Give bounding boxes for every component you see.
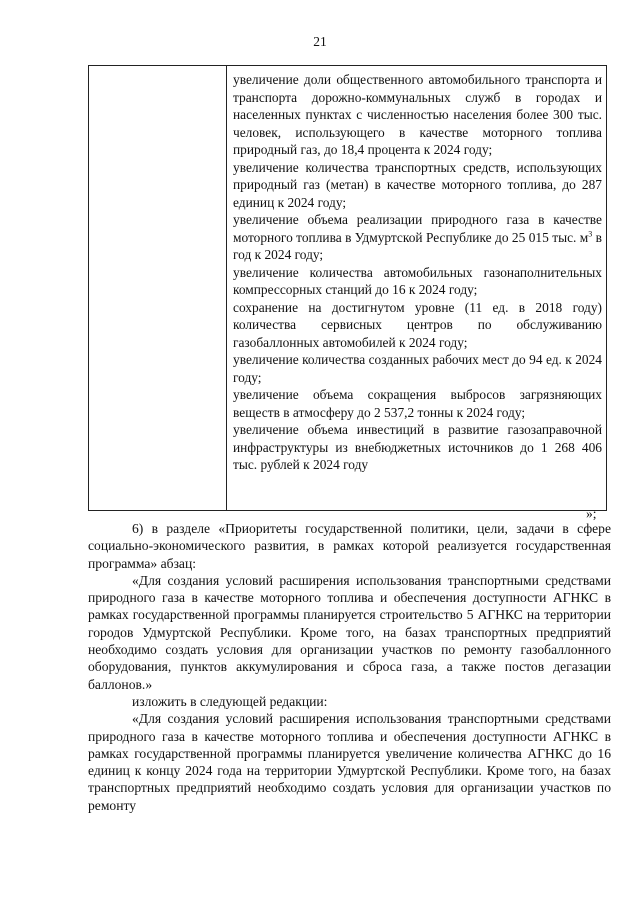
target-item: увеличение объема инвестиций в развитие газозаправочной инфраструктуры из внебюджетных источников до 1 268 406 тыс. рублей к 2024 году bbox=[233, 422, 602, 472]
table-targets-cell bbox=[233, 71, 602, 474]
amendment-text bbox=[88, 520, 611, 814]
target-item: увеличение количества автомобильных газонаполнительных компрессорных станций до 16 к 2024 году; bbox=[233, 264, 602, 297]
target-item: сохранение на достигнутом уровне (11 ед. в 2018 году) количества сервисных центров по обслуживанию газобаллонных автомобилей к 2024 году; bbox=[233, 299, 602, 350]
closing-quote-mark: »; bbox=[586, 506, 597, 521]
superscript: 3 bbox=[588, 229, 593, 239]
target-item: увеличение доли общественного автомобильного транспорта и транспорта дорожно-коммунальных служб в городах и населенных пунктах с численностью населения более 300 тыс. человек, использующего в качестве моторного топлива природный газ, до 18,4 процента к 2024 году; bbox=[233, 72, 602, 157]
target-item: увеличение объема сокращения выбросов загрязняющих веществ в атмосферу до 2 537,2 тонны к 2024 году; bbox=[233, 387, 602, 420]
target-item: увеличение количества транспортных средств, использующих природный газ (метан) в качестве моторного топлива, до 287 единиц к 2024 году; bbox=[233, 159, 602, 210]
paragraph: 6) в разделе «Приоритеты государственной политики, цели, задачи в сфере социально-экономического развития, в рамках которой реализуется государственная программа» абзац: bbox=[88, 521, 611, 571]
program-targets-table bbox=[88, 65, 607, 511]
paragraph: «Для создания условий расширения использования транспортными средствами природного газа в качестве моторного топлива и обеспечения доступности АГНКС в рамках государственной программы планируется строительство 5 АГНКС на территории городов Удмуртской Республики. Кроме того, на базах транспортных предприятий необходимо создать условия для организации участков по ремонту газобаллонного оборудования, пунктов аккумулирования и сброса газа, а также постов дегазации баллонов.» bbox=[88, 572, 611, 692]
page-number: 21 bbox=[313, 34, 327, 49]
target-item bbox=[233, 211, 602, 264]
paragraph: изложить в следующей редакции: bbox=[132, 693, 328, 709]
table-column-divider bbox=[226, 66, 227, 510]
target-item-text: увеличение объема реализации природного газа в качестве моторного топлива в Удмуртской Республике до 25 015 тыс. м bbox=[233, 212, 602, 245]
target-item: увеличение количества созданных рабочих мест до 94 ед. к 2024 году; bbox=[233, 352, 602, 385]
paragraph: «Для создания условий расширения использования транспортными средствами природного газа в качестве моторного топлива и обеспечения доступности АГНКС в рамках государственной программы планируется увеличение количества АГНКС до 16 единиц к концу 2024 года на территории Удмуртской Республики. Кроме того, на базах транспортных предприятий необходимо создать условия для организации участков по ремонту bbox=[88, 711, 611, 813]
target-item-tail: в год к 2024 году; bbox=[233, 229, 603, 262]
